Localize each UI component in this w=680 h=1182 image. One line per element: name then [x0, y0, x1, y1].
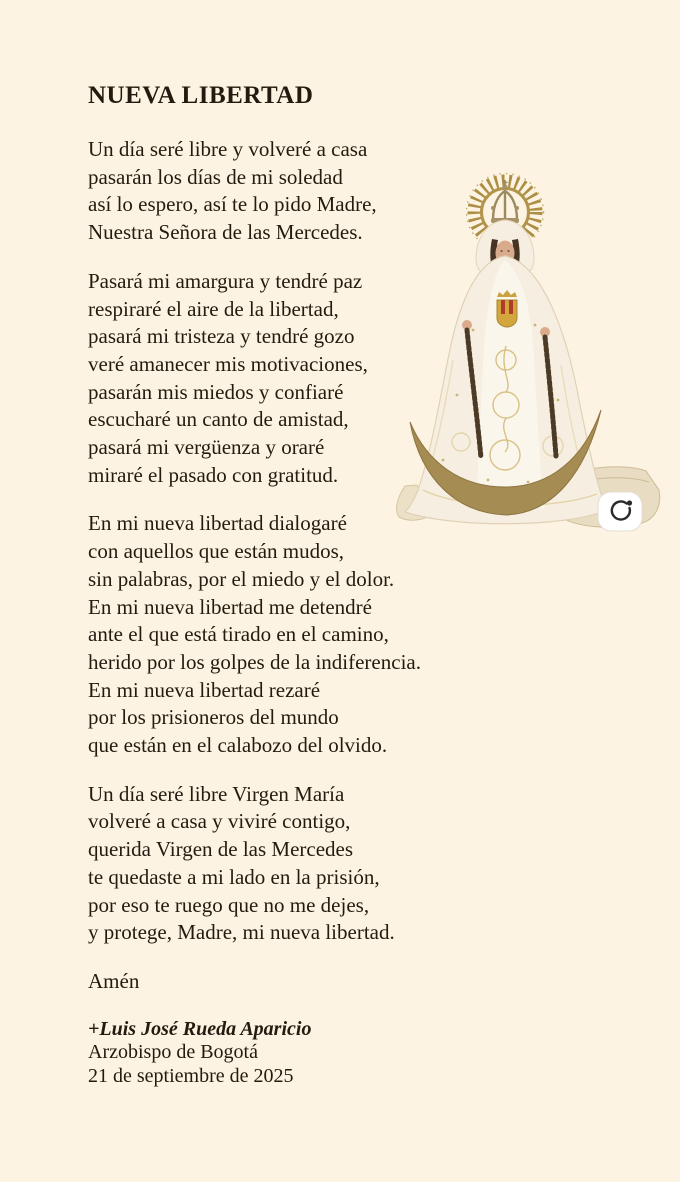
virgin-mercedes-statue-photo [393, 160, 665, 546]
poem-line: por eso te ruego que no me dejes, [88, 892, 370, 917]
poem-line: pasarán los días de mi soledad [88, 164, 343, 189]
poem-line: En mi nueva libertad me detendré [88, 594, 372, 619]
poem-line: En mi nueva libertad rezaré [88, 677, 321, 702]
poem-line: pasará mi tristeza y tendré gozo [88, 324, 355, 349]
poem-line: respiraré el aire de la libertad, [88, 296, 339, 321]
poem-title: NUEVA LIBERTAD [88, 82, 314, 109]
signature-name: +Luis José Rueda Aparicio [88, 1017, 312, 1040]
poem-line: volveré a casa y viviré contigo, [88, 809, 351, 834]
poem-line: con aquellos que están mudos, [88, 539, 345, 564]
poem-line: y protege, Madre, mi nueva libertad. [88, 920, 395, 945]
poem-line: te quedaste a mi lado en la prisión, [88, 864, 380, 889]
mercedes-crest [497, 290, 517, 327]
poem-line: querida Virgen de las Mercedes [88, 837, 354, 862]
amen-line: Amén [88, 968, 140, 993]
signature-block [88, 1018, 518, 1089]
stanza-4 [88, 781, 518, 947]
poem-line: ante el que está tirado en el camino, [88, 622, 389, 647]
poem-line: veré amanecer mis motivaciones, [88, 351, 368, 376]
poem-line: escucharé un canto de amistad, [88, 407, 349, 432]
poem-line: por los prisioneros del mundo [88, 705, 339, 730]
poem-line: así lo espero, así te lo pido Madre, [88, 192, 377, 217]
poem-line: pasarán mis miedos y confiaré [88, 379, 344, 404]
signature-date: 21 de septiembre de 2025 [88, 1064, 294, 1087]
stanza-3 [88, 510, 518, 759]
poem-line: miraré el pasado con gratitud. [88, 462, 339, 487]
circle-search-badge[interactable] [598, 492, 642, 531]
poem-line: Nuestra Señora de las Mercedes. [88, 220, 363, 245]
poem-line: Pasará mi amargura y tendré paz [88, 268, 363, 293]
signature-role: Arzobispo de Bogotá [88, 1041, 258, 1064]
poem-line: que están en el calabozo del olvido. [88, 733, 388, 758]
poem-line: Un día seré libre y volveré a casa [88, 137, 368, 161]
poem-line: herido por los golpes de la indiferencia. [88, 649, 421, 674]
poem-line: sin palabras, por el miedo y el dolor. [88, 566, 395, 591]
poem-line: pasará mi vergüenza y oraré [88, 435, 325, 460]
poem-line: En mi nueva libertad dialogaré [88, 511, 347, 536]
poem-line: Un día seré libre Virgen María [88, 781, 345, 806]
